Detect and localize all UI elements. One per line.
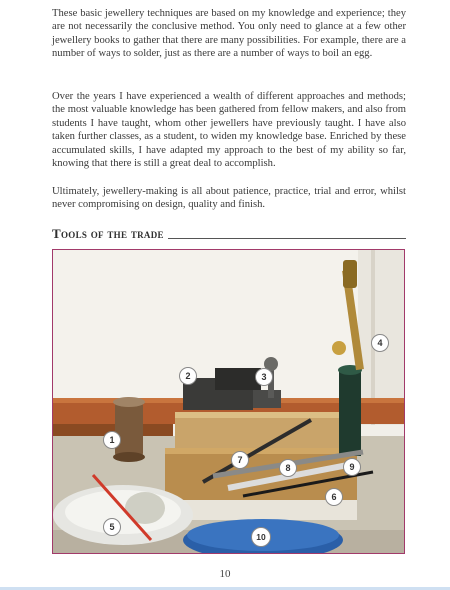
section-title: Tools of the trade (52, 226, 164, 241)
body-paragraph-1: These basic jewellery techniques are based on my knowledge and experience; they are not necessarily the conclusive method. You only need to glance at a few other jewellery books to gather that there are many possibilities. For example, there are a number of ways to solder, just as there are a number of ways to boil an egg. (52, 8, 406, 60)
body-paragraph-3: Ultimately, jewellery-making is all about patience, practice, trial and error, whilst never compromising on design, quality and finish. (52, 186, 406, 211)
callout-10: 10 (251, 527, 271, 547)
callout-3: 3 (255, 368, 273, 386)
tools-photo-illustration (53, 250, 404, 553)
callout-5: 5 (103, 518, 121, 536)
heading-rule (168, 238, 406, 239)
page-number: 10 (219, 568, 231, 580)
section-heading (52, 224, 406, 242)
callout-8: 8 (279, 459, 297, 477)
callout-4: 4 (371, 334, 389, 352)
tools-photo (52, 249, 405, 554)
body-paragraph-2: Over the years I have experienced a wealth of different approaches and methods; the most valuable knowledge has been gathered from fellow makers, and also from students I have taught, whom other jewellers have previously taught. I have also taken further classes, as a student, to widen my knowledge base. Enriched by these accumulated skills, I have adapted my approach to the best of my ability so far, knowing that there is still a great deal to accomplish. (52, 91, 406, 170)
callout-2: 2 (179, 367, 197, 385)
callout-1: 1 (103, 431, 121, 449)
callout-7: 7 (231, 451, 249, 469)
callout-9: 9 (343, 458, 361, 476)
callout-6: 6 (325, 488, 343, 506)
